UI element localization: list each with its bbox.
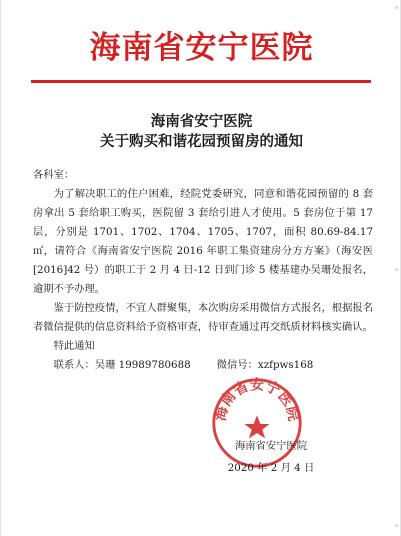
contact-person: 联系人：吴珊 19989780688 — [53, 359, 191, 371]
notice-title-line2: 关于购买和谐花园预留房的通知 — [100, 133, 303, 150]
official-seal-stamp — [209, 375, 305, 471]
seal-text: 海南省安宁医院 — [212, 377, 302, 423]
signature-organization: 海南省安宁医院 — [234, 440, 308, 452]
contact-wechat: 微信号：xzfpws168 — [216, 359, 314, 371]
letterhead-org-name: 海南省安宁医院 — [89, 30, 314, 66]
edge-mark — [395, 268, 398, 271]
seal-star-icon — [245, 415, 270, 438]
paragraph-housing-details: 为了解决职工的住户困难，经院党委研究，同意和谐花园预留的 8 套房拿出 5 套给职工购买，医院留 3 套给引进人才使用。5 套房位于第 17 层，分别是 1701、1702、1704、1705、1707，面积 80.69-84.17㎡，请符合《海南省安宁医院 2016 年职工集资建房分方方案》（海安医[2016]42 号）的职工于 2 月 4 日-12 日到门诊 5 楼基建办吴珊处报名，逾期不予办理。 — [33, 188, 373, 295]
closing-line: 特此通知 — [53, 340, 95, 352]
notice-title-line1: 海南省安宁医院 — [150, 113, 253, 130]
edge-mark — [395, 6, 398, 9]
edge-mark — [395, 524, 398, 527]
signature-date: 2020 年 2 月 4 日 — [227, 462, 315, 474]
notice-body — [33, 166, 373, 375]
contact-row — [33, 356, 373, 375]
salutation: 各科室： — [33, 169, 75, 181]
letterhead-red-rule — [31, 80, 371, 83]
paragraph-registration-method: 鉴于防控疫情，不宜人群聚集，本次购房采用微信方式报名，根据报名者微信提供的信息资料给予资格审查，待审查通过再交纸质材料核实确认。 — [33, 302, 373, 333]
